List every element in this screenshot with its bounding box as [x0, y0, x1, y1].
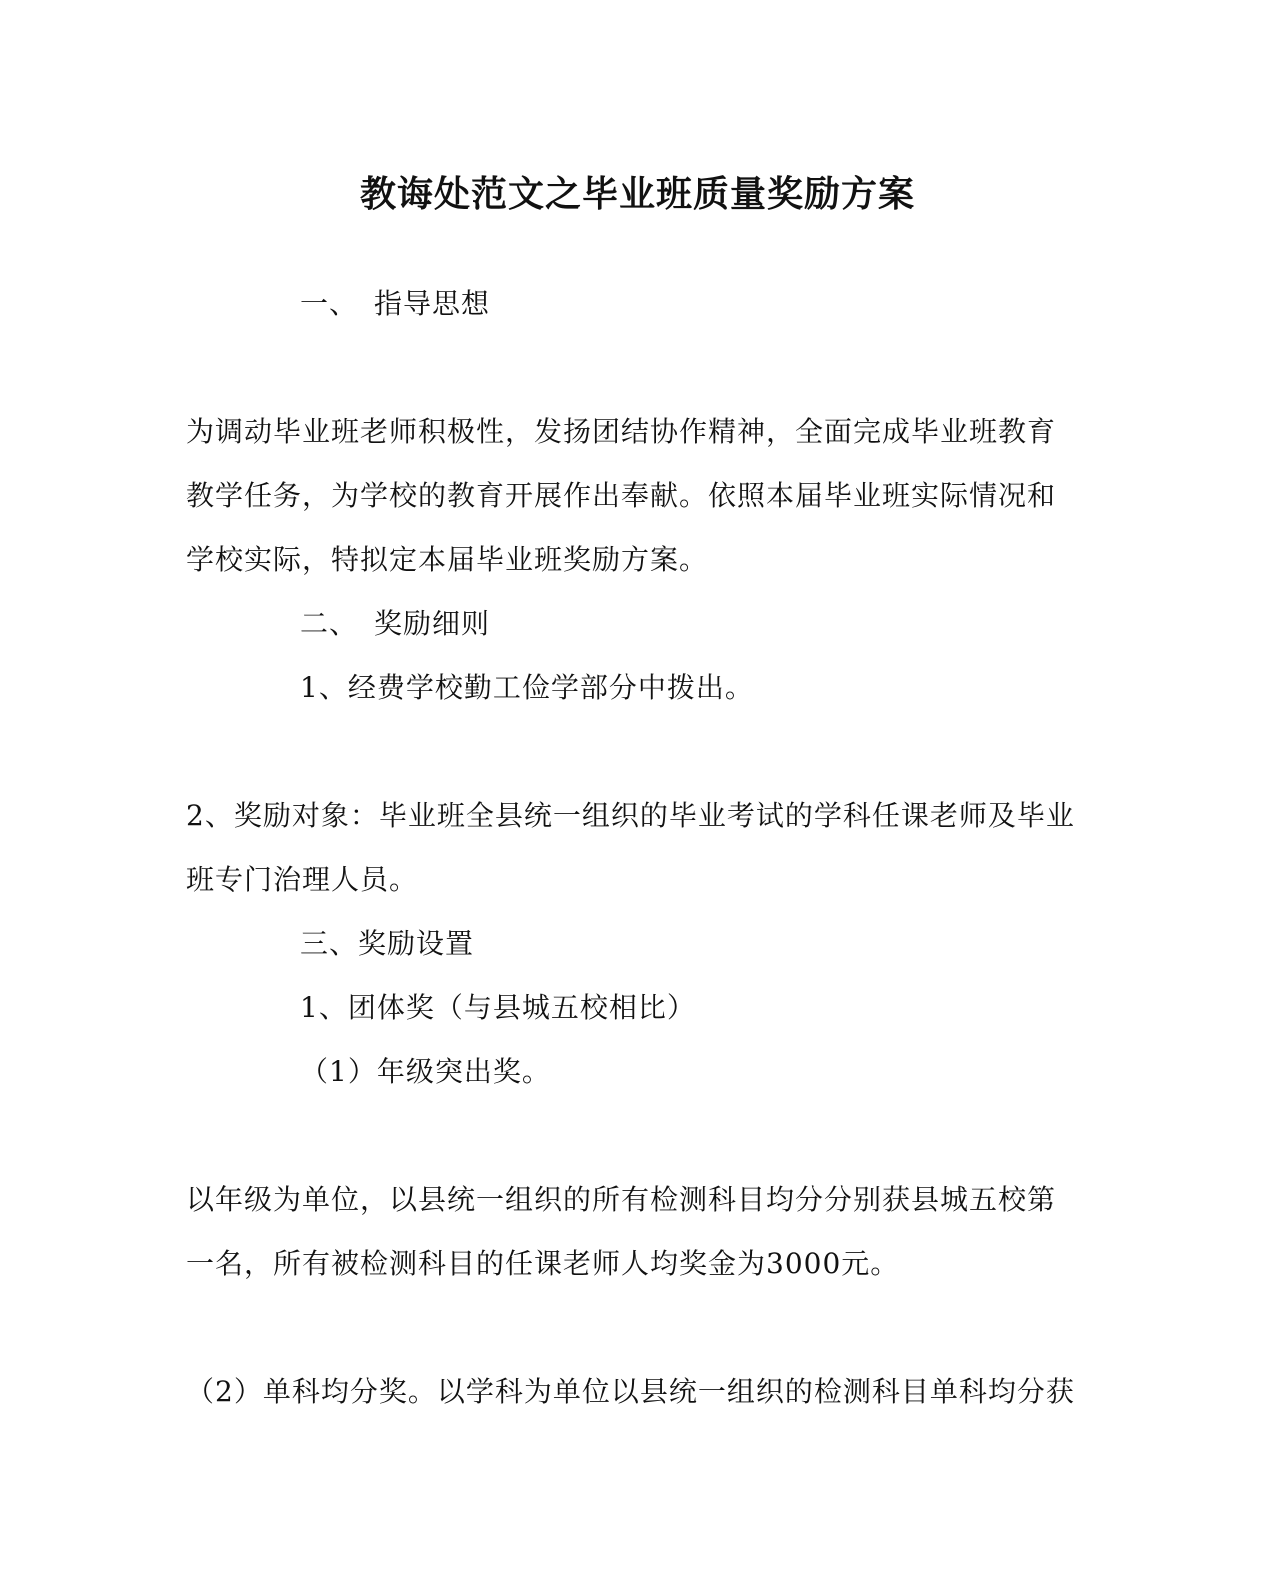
- section-number: 二、: [300, 607, 359, 640]
- list-item-team-award: 1、团体奖（与县城五校相比）: [300, 991, 696, 1024]
- section-title: 指导思想: [374, 287, 491, 320]
- document-title: 教诲处范文之毕业班质量奖励方案: [359, 173, 915, 215]
- section-heading-reward-settings: 三、奖励设置: [300, 927, 475, 960]
- paragraph-line: （2）单科均分奖。以学科为单位以县统一组织的检测科目单科均分获: [186, 1375, 1075, 1408]
- sub-item-grade-award: （1）年级突出奖。: [300, 1055, 551, 1088]
- section-number: 一、: [300, 287, 359, 320]
- section-title: 奖励细则: [374, 607, 491, 640]
- paragraph-line: 学校实际，特拟定本届毕业班奖励方案。: [186, 543, 709, 576]
- paragraph-line: 以年级为单位，以县统一组织的所有检测科目均分分别获县城五校第: [186, 1183, 1057, 1216]
- section-heading-reward-rules: [300, 604, 490, 644]
- list-item-funding: 1、经费学校勤工俭学部分中拨出。: [300, 671, 754, 704]
- section-heading-guiding-thought: [300, 284, 490, 324]
- paragraph-line: 2、奖励对象：毕业班全县统一组织的毕业考试的学科任课老师及毕业: [186, 799, 1075, 832]
- paragraph-line: 班专门治理人员。: [186, 863, 419, 896]
- paragraph-line: 教学任务，为学校的教育开展作出奉献。依照本届毕业班实际情况和: [186, 479, 1057, 512]
- paragraph-line: 为调动毕业班老师积极性，发扬团结协作精神，全面完成毕业班教育: [186, 415, 1057, 448]
- paragraph-line: 一名，所有被检测科目的任课老师人均奖金为3000元。: [186, 1247, 900, 1280]
